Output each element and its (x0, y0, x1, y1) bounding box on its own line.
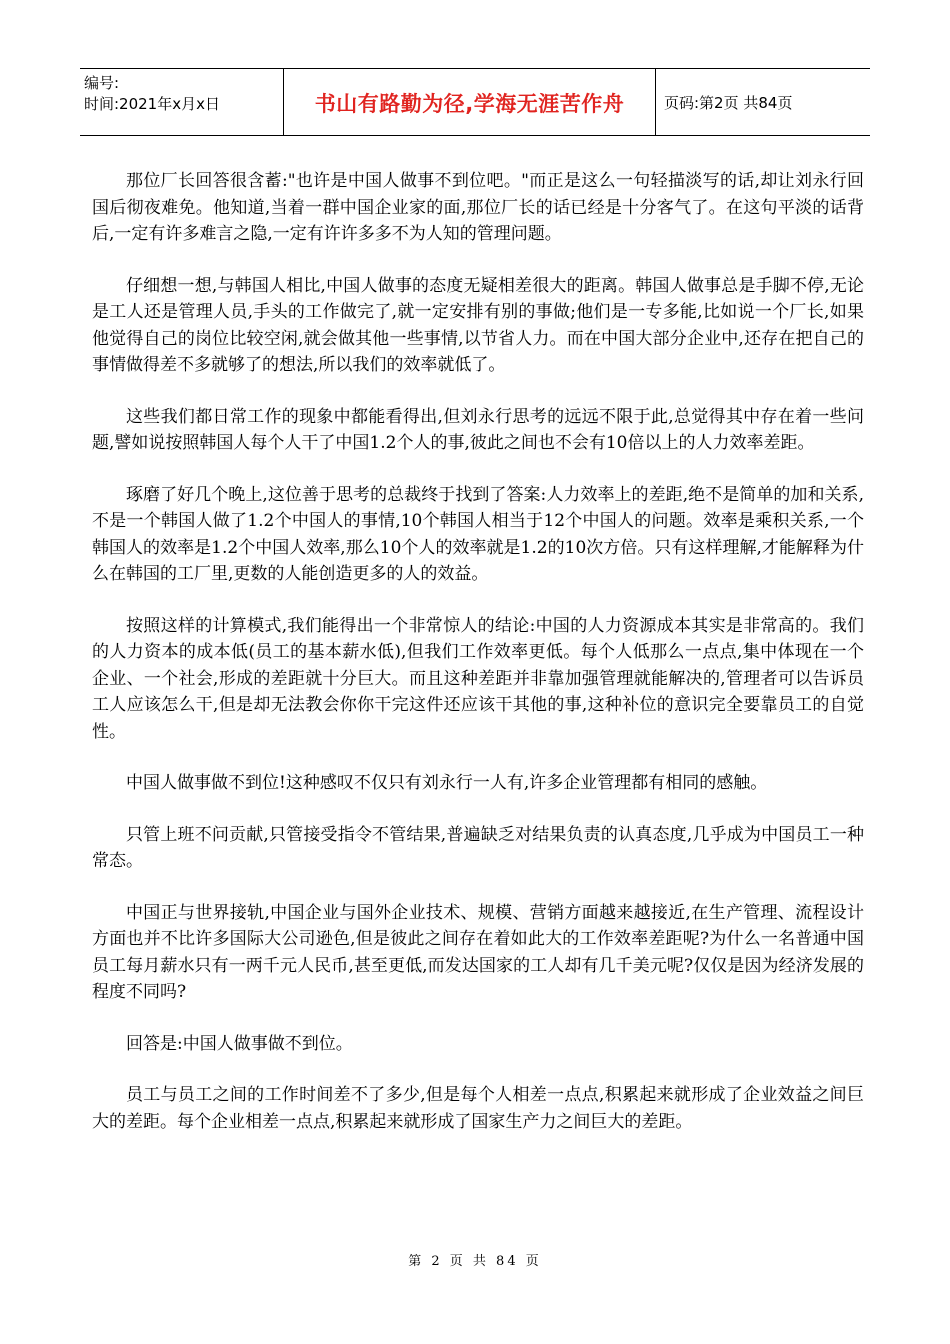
paragraph: 那位厂长回答很含蓄:"也许是中国人做事不到位吧。"而正是这么一句轻描淡写的话,却让刘永行回国后彻夜难免。他知道,当着一群中国企业家的面,那位厂长的话已经是十分客气了。在这句平淡的话背后,一定有许多难言之隐,一定有许许多多不为人知的管理问题。 (92, 171, 864, 244)
document-body (92, 168, 864, 1160)
paragraph: 琢磨了好几个晚上,这位善于思考的总裁终于找到了答案:人力效率上的差距,绝不是简单的加和关系,不是一个韩国人做了1.2个中国人的事情,10个韩国人相当于12个中国人的问题。效率是乘积关系,一个韩国人的效率是1.2个中国人效率,那么10个人的效率就是1.2的10次方倍。只有这样理解,才能解释为什么在韩国的工厂里,更数的人能创造更多的人的效益。 (92, 484, 864, 584)
date-label: 时间:2021年x月x日 (84, 95, 220, 113)
paragraph: 员工与员工之间的工作时间差不了多少,但是每个人相差一点点,积累起来就形成了企业效益之间巨大的差距。每个企业相差一点点,积累起来就形成了国家生产力之间巨大的差距。 (92, 1085, 864, 1132)
header-meta (80, 69, 284, 135)
paragraph: 回答是:中国人做事做不到位。 (126, 1033, 353, 1054)
paragraph: 按照这样的计算模式,我们能得出一个非常惊人的结论:中国的人力资源成本其实是非常高的。我们的人力资本的成本低(员工的基本薪水低),但我们工作效率更低。每个人低那么一点点,集中体现在一个企业、一个社会,形成的差距就十分巨大。而且这种差距并非靠加强管理就能解决的,管理者可以告诉员工人应该怎么干,但是却无法教会你你干完这件还应该干其他的事,这种补位的意识完全要靠员工的自觉性。 (92, 615, 864, 742)
paragraph: 仔细想一想,与韩国人相比,中国人做事的态度无疑相差很大的距离。韩国人做事总是手脚不停,无论是工人还是管理人员,手头的工作做完了,就一定安排有别的事做;他们是一专多能,比如说一个厂长,如果他觉得自己的岗位比较空闲,就会做其他一些事情,以节省人力。而在中国大部分企业中,还存在把自己的事情做得差不多就够了的想法,所以我们的效率就低了。 (92, 275, 864, 375)
header-page-info: 页码:第2页 共84页 (664, 93, 793, 112)
document-header (80, 68, 870, 136)
paragraph: 中国人做事做不到位!这种感叹不仅只有刘永行一人有,许多企业管理都有相同的感触。 (126, 773, 768, 793)
paragraph: 只管上班不问贡献,只管接受指令不管结果,普遍缺乏对结果负责的认真态度,几乎成为中国员工一种常态。 (92, 824, 864, 871)
page-footer: 第 2 页 共 84 页 (408, 1254, 542, 1269)
paragraph: 中国正与世界接轨,中国企业与国外企业技术、规模、营销方面越来越接近,在生产管理、流程设计方面也并不比许多国际大公司逊色,但是彼此之间存在着如此大的工作效率差距呢?为什么一名普通中国员工每月薪水只有一两千元人民币,甚至更低,而发达国家的工人却有几千美元呢?仅仅是因为经济发展的程度不同吗? (92, 902, 864, 1002)
header-motto: 书山有路勤为径,学海无涯苦作舟 (284, 69, 656, 135)
number-label: 编号: (84, 74, 120, 92)
paragraph: 这些我们都日常工作的现象中都能看得出,但刘永行思考的远远不限于此,总觉得其中存在着一些问题,譬如说按照韩国人每个人干了中国1.2个人的事,彼此之间也不会有10倍以上的人力效率差距。 (92, 406, 864, 453)
